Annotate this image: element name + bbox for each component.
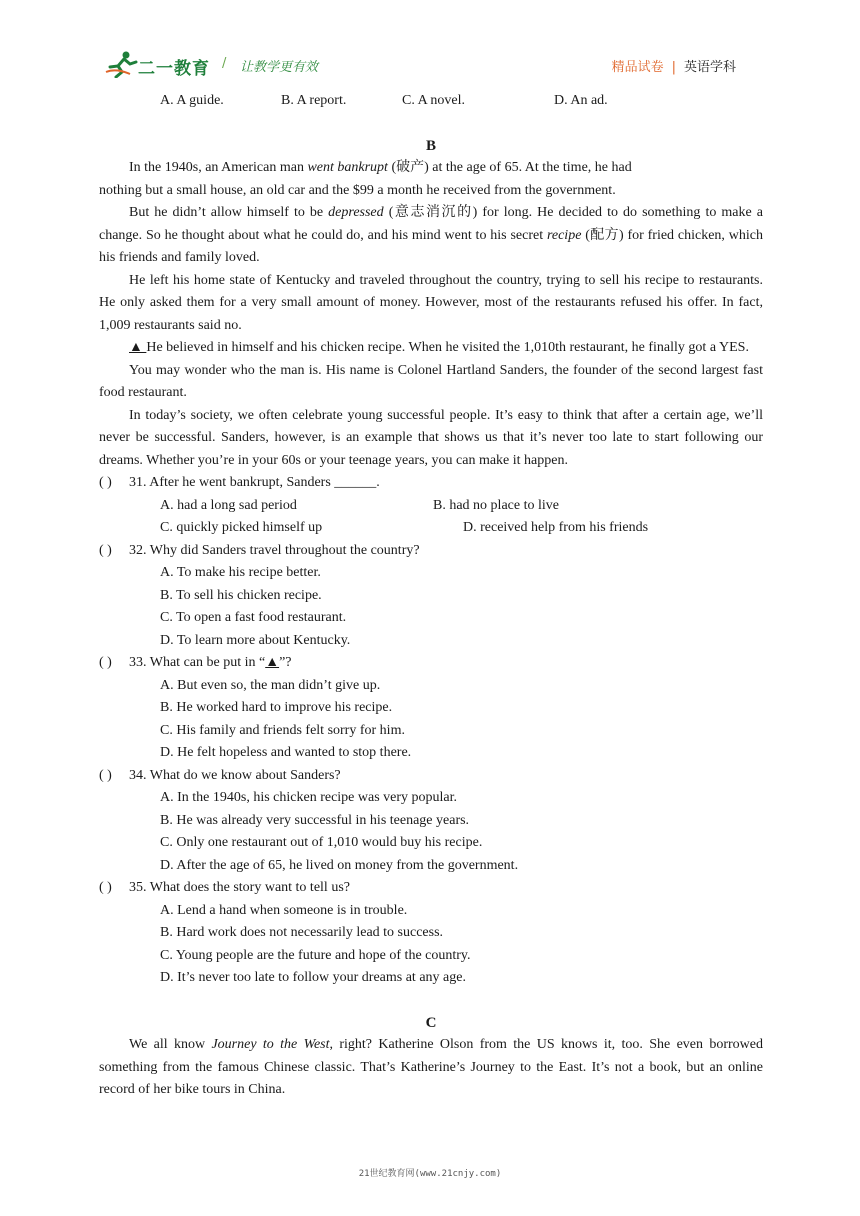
page-footer: 21世纪教育网(www.21cnjy.com) xyxy=(358,1169,502,1179)
option: A. had a long sad period xyxy=(160,497,297,513)
question-32 xyxy=(99,540,763,563)
section-c-title: C xyxy=(425,1014,437,1031)
question-stem: 33. What can be put in “▲”? xyxy=(129,655,292,670)
option: A. But even so, the man didn’t give up. xyxy=(160,677,381,693)
option: B. He was already very successful in his teenage years. xyxy=(160,812,470,828)
option: B. Hard work does not necessarily lead to success. xyxy=(160,925,444,940)
option-b: B. A report. xyxy=(281,93,347,108)
slogan: 让教学更有效 xyxy=(240,60,319,75)
option: C. Young people are the future and hope of the country. xyxy=(160,947,471,963)
runner-logo-icon xyxy=(104,50,140,78)
option: C. His family and friends felt sorry for him. xyxy=(160,722,405,738)
answer-blank[interactable]: ( ) xyxy=(99,655,112,670)
page-header xyxy=(0,0,860,90)
passage-b-para-2: But he didn’t allow himself to be depressed (意志消沉的) for long. He decided to do something to make a change. So he thought about what he could do, and his mind went to his secret recipe (配方) for fried chicken, which his friends and family loved. xyxy=(99,205,763,265)
passage-b-para-4: ▲ He believed in himself and his chicken recipe. When he visited the 1,010th restaurant, he finally got a YES. xyxy=(129,340,749,355)
option: D. received help from his friends xyxy=(463,520,649,535)
passage-b-para-6: In today’s society, we often celebrate young successful people. It’s easy to think that after a certain age, we’ll never be successful. Sanders, however, is an example that shows us that it’s never too late to start following our dreams. Whether you’re in your 60s or your teenage years, you can make it happen. xyxy=(99,407,763,468)
option: D. To learn more about Kentucky. xyxy=(160,632,351,648)
option: B. had no place to live xyxy=(433,497,559,513)
question-stem: 35. What does the story want to tell us? xyxy=(129,880,350,895)
blank-marker: ▲ xyxy=(129,340,147,355)
option: C. quickly picked himself up xyxy=(160,520,323,535)
blank-marker: ▲ xyxy=(265,655,280,670)
tag-premium-paper: 精品试卷 xyxy=(611,60,664,75)
question-35 xyxy=(99,877,763,900)
document-body xyxy=(99,90,763,1102)
passage-b-para-1-cont: nothing but a small house, an old car and the $99 a month he received from the government. xyxy=(99,182,616,198)
question-33 xyxy=(99,652,763,675)
option: B. To sell his chicken recipe. xyxy=(160,587,322,603)
option: C. Only one restaurant out of 1,010 would buy his recipe. xyxy=(160,835,483,850)
answer-blank[interactable]: ( ) xyxy=(99,475,112,490)
option: D. He felt hopeless and wanted to stop there. xyxy=(160,745,412,760)
passage-b-para-1: In the 1940s, an American man went bankrupt (破产) at the age of 65. At the time, he had xyxy=(129,160,632,175)
question-stem: 34. What do we know about Sanders? xyxy=(129,767,341,783)
tag-subject: 英语学科 xyxy=(683,60,736,75)
option: D. It’s never too late to follow your dreams at any age. xyxy=(160,970,466,985)
option: B. He worked hard to improve his recipe. xyxy=(160,700,393,715)
option-c: C. A novel. xyxy=(402,93,466,108)
option: A. In the 1940s, his chicken recipe was very popular. xyxy=(160,790,458,805)
question-34 xyxy=(99,765,763,788)
passage-c-para-1: We all know Journey to the West, right? Katherine Olson from the US knows it, too. She even borrowed something from the famous Chinese classic. That’s Katherine’s Journey to the East. It’s not a book, but an online record of her bike tours in China. xyxy=(99,1037,763,1097)
answer-blank[interactable]: ( ) xyxy=(99,767,112,783)
options-row xyxy=(99,517,763,540)
slogan-separator: / xyxy=(222,56,227,71)
question-31 xyxy=(99,472,763,495)
tag-separator: | xyxy=(671,60,676,75)
prev-question-options xyxy=(99,90,763,113)
question-stem: 32. Why did Sanders travel throughout the country? xyxy=(129,542,420,558)
header-tags xyxy=(612,56,736,75)
answer-blank[interactable]: ( ) xyxy=(99,880,112,895)
options-row xyxy=(99,495,763,518)
section-b-title: B xyxy=(425,137,436,154)
option: A. To make his recipe better. xyxy=(160,565,321,580)
question-stem: 31. After he went bankrupt, Sanders ______. xyxy=(129,475,380,490)
passage-b-para-3: He left his home state of Kentucky and traveled throughout the country, trying to sell his recipe to restaurants. He only asked them for a very small amount of money. However, most of the restaurants refused his offer. In fact, 1,009 restaurants said no. xyxy=(99,272,763,333)
option: C. To open a fast food restaurant. xyxy=(160,610,347,625)
option: D. After the age of 65, he lived on money from the government. xyxy=(160,857,519,873)
option: A. Lend a hand when someone is in trouble. xyxy=(160,902,408,918)
option-a: A. A guide. xyxy=(160,93,224,108)
logo-text: 二一教育 xyxy=(138,59,210,79)
answer-blank[interactable]: ( ) xyxy=(99,542,112,558)
passage-b-para-5: You may wonder who the man is. His name is Colonel Hartland Sanders, the founder of the second largest fast food restaurant. xyxy=(99,362,763,400)
option-d: D. An ad. xyxy=(554,93,608,108)
